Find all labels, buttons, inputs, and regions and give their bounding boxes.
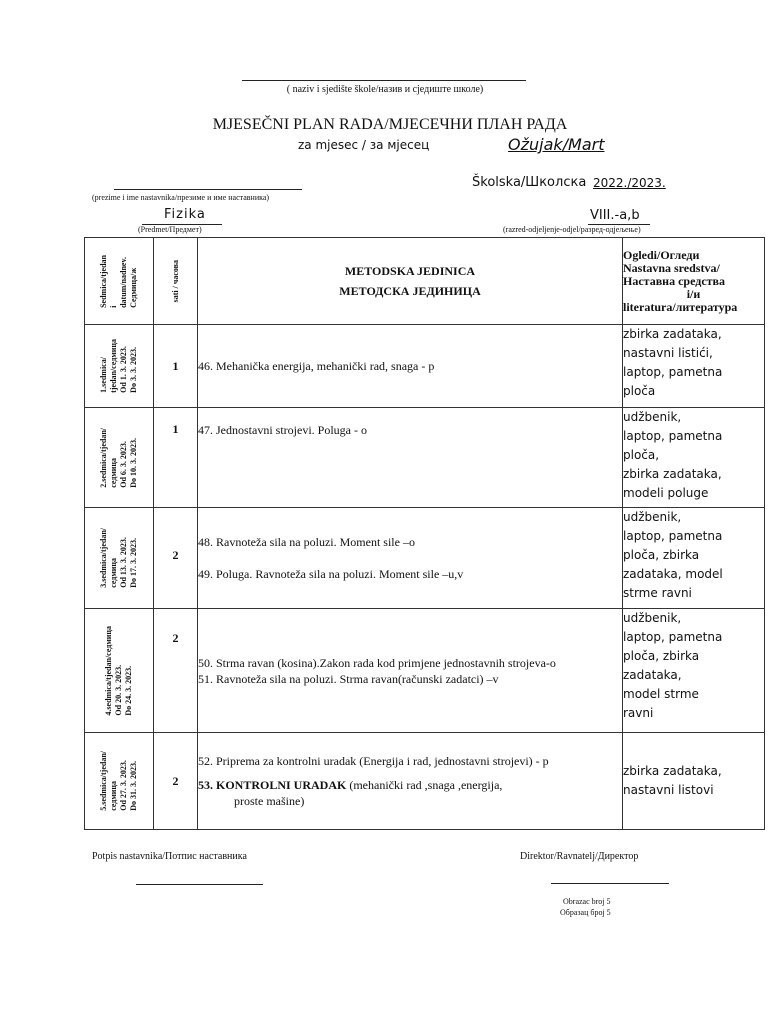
page-title: MJESEČNI PLAN RADA/МЈЕСЕЧНИ ПЛАН РАДА [212, 116, 568, 133]
unit-cell [198, 733, 623, 830]
table-row [85, 609, 765, 733]
unit-text: 52. Priprema za kontrolni uradak (Energija i rad, jednostavni strojevi) - p [198, 754, 549, 768]
table-row [85, 408, 765, 508]
year-value: 2022./2023. [593, 176, 666, 190]
hours-header: sati / часова [170, 259, 180, 303]
unit-cell [198, 408, 623, 508]
month-label: za mjesec / за мјесец [298, 138, 430, 152]
table-header-row [85, 238, 765, 325]
resources-header-line: Наставна средства [623, 273, 726, 288]
hours-cell: 2 [154, 508, 198, 609]
unit-text: 50. Strma ravan (kosina).Zakon rada kod primjene jednostavnih strojeva-o [198, 655, 556, 670]
year-label: Školska/Школска [472, 175, 587, 190]
unit-cell [198, 508, 623, 609]
week-cell: 5.sedmica/tjedan/ седмица Od 27. 3. 2023. Do 31. 3. 2023. [99, 751, 138, 811]
unit-header-cell [198, 238, 623, 325]
resources-header-line: literatura/литература [623, 299, 738, 314]
subject-caption: (Predmet/Предмет) [138, 225, 202, 234]
hours-cell: 2 [154, 733, 198, 830]
resources-cell: zbirka zadataka, nastavni listovi [623, 733, 765, 830]
week-cell: 4.sedmica/tjedan/седмица Od 20. 3. 2023. Do 24. 3. 2023. [104, 625, 133, 716]
unit-text: 51. Ravnoteža sila na poluzi. Strma ravan(računski zadatci) –v [198, 671, 499, 686]
class-value: VIII.-a,b [590, 208, 640, 223]
plan-table [84, 237, 765, 830]
unit-cell [198, 609, 623, 733]
month-value: Ožujak/Mart [508, 135, 605, 154]
resources-header-line: i/и [686, 286, 701, 301]
week-header-cell [85, 238, 154, 325]
teacher-signature-line [136, 884, 263, 885]
resources-cell: udžbenik, laptop, pametna ploča, zbirka zadataka, model strme ravni [623, 508, 765, 609]
director-label: Direktor/Ravnatelj/Директор [520, 851, 639, 862]
unit-cell [198, 325, 623, 408]
week-cell: 3.sedmica/tjedan/ седмица Od 13. 3. 2023. Do 17. 3. 2023. [99, 528, 138, 588]
form-number-latin: Obrazac broj 5 [563, 897, 611, 906]
teacher-signature-label: Potpis nastavnika/Потпис наставника [92, 851, 247, 862]
unit-text: 48. Ravnoteža sila na poluzi. Moment sile –o [198, 535, 415, 549]
hours-cell: 1 [154, 408, 198, 508]
hours-header-cell [154, 238, 198, 325]
resources-cell: zbirka zadataka, nastavni listići, laptop, pametna ploča [623, 325, 765, 408]
class-caption: (razred-odjeljenje-odjel/разред-одјељење) [503, 225, 641, 234]
resources-header-line: Nastavna sredstva/ [623, 260, 720, 275]
hours-cell: 1 [154, 325, 198, 408]
unit-header-cyrillic: МЕТОДСКА ЈЕДИНИЦА [339, 284, 481, 298]
school-caption: ( naziv i sjedište škole/назив и сједиште школе) [286, 84, 484, 95]
week-cell: 1.sedmica/ tjedan/седмица Od 1. 3. 2023. Do 3. 3. 2023. [99, 339, 138, 393]
unit-text: proste mašine) [234, 794, 305, 808]
unit-bold-text: 53. KONTROLNI URADAK [198, 778, 347, 792]
resources-cell: udžbenik, laptop, pametna ploča, zbirka zadataka, model strme ravni [623, 609, 765, 733]
unit-header-latin: METODSKA JEDINICA [344, 264, 476, 278]
director-signature-line [551, 883, 669, 884]
unit-text: 46. Mehanička energija, mehanički rad, snaga - p [198, 359, 435, 373]
table-row [85, 325, 765, 408]
resources-header-cell [623, 238, 765, 325]
form-number-cyrillic: Образац број 5 [560, 908, 611, 917]
unit-text: 49. Poluga. Ravnoteža sila na poluzi. Moment sile –u,v [198, 567, 464, 581]
week-header: Sedmica/tjedan i datum/nadnev. Седмица/ж [99, 254, 138, 308]
table-row [85, 733, 765, 830]
week-cell: 2.sedmica/tjedan/ седмица Od 6. 3. 2023. Do 10. 3. 2023. [99, 427, 138, 488]
teacher-name-line [114, 189, 302, 190]
school-name-line [242, 80, 526, 81]
subject-value: Fizika [164, 207, 206, 222]
unit-text: 47. Jednostavni strojevi. Poluga - o [198, 423, 367, 437]
hours-cell: 2 [154, 609, 198, 733]
teacher-caption: (prezime i ime nastavnika/презиме и име наставника) [92, 193, 270, 202]
resources-cell: udžbenik, laptop, pametna ploča, zbirka zadataka, modeli poluge [623, 408, 765, 508]
unit-text [198, 777, 622, 793]
table-row [85, 508, 765, 609]
resources-header-line: Ogledi/Огледи [623, 247, 700, 262]
unit-rest-text: (mehanički rad ,snaga ,energija, [346, 778, 503, 792]
